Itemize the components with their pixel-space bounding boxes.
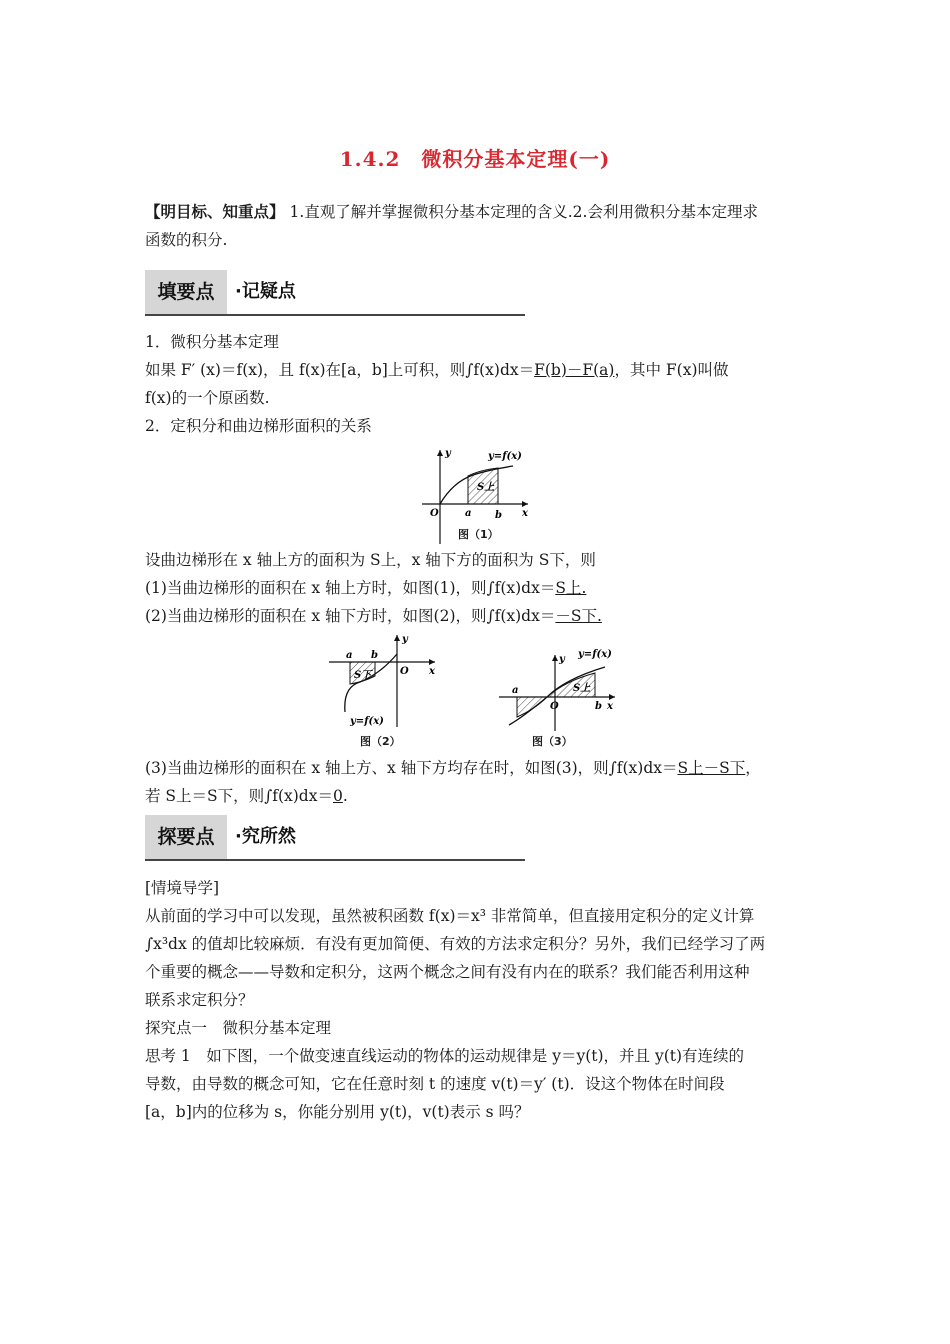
x-label: x <box>429 666 435 677</box>
answer-fill: S上. <box>555 579 587 597</box>
goals-tag: 【明目标、知重点】 <box>145 202 285 221</box>
item2-case2 <box>145 602 810 630</box>
answer-fill: F(b)－F(a) <box>534 361 615 379</box>
a-label: a <box>465 508 472 519</box>
section-header-fill <box>145 270 525 316</box>
origin-label: O <box>550 701 559 712</box>
y-label: y <box>445 448 451 459</box>
b-label: b <box>595 701 602 712</box>
intro-line: 联系求定积分？ <box>145 991 254 1009</box>
item1-text-post: ，其中 F(x)叫做 <box>614 361 729 379</box>
section-header-explore <box>145 815 525 861</box>
figure-3 <box>495 645 620 750</box>
figure-2-caption: 图（2） <box>360 735 401 748</box>
section-box: 填要点 <box>145 270 227 314</box>
answer-fill: －S下. <box>555 607 602 625</box>
intro-line: ∫x³dx 的值却比较麻烦．有没有更加简便、有效的方法求定积分？另外，我们已经学习了两 <box>145 935 766 953</box>
item1-block <box>145 328 810 440</box>
intro-line: 个重要的概念——导数和定积分，这两个概念之间有没有内在的联系？我们能否利用这种 <box>145 963 750 981</box>
a-label: a <box>346 650 353 661</box>
case2-text: (2)当曲边梯形的面积在 x 轴下方时，如图(2)，则∫f(x)dx＝ <box>145 607 556 625</box>
think-line: [a，b]内的位移为 s，你能分别用 y(t)，v(t)表示 s 吗？ <box>145 1103 530 1121</box>
figure-2-graph <box>325 632 440 732</box>
item2-desc: 设曲边梯形在 x 轴上方的面积为 S上，x 轴下方的面积为 S下，则 <box>145 551 596 569</box>
item2-case3 <box>145 754 810 782</box>
answer-fill: S上－S下 <box>677 759 746 777</box>
intro-line: 从前面的学习中可以发现，虽然被积函数 f(x)＝x³ 非常简单，但直接用定积分的定义计算 <box>145 907 755 925</box>
explore-point-heading: 探究点一 微积分基本定理 <box>145 1019 332 1037</box>
case3-post: ， <box>745 759 761 777</box>
a-label: a <box>512 685 519 696</box>
curve-label: y=f(x) <box>578 649 612 660</box>
x-label: x <box>522 508 528 519</box>
area-label: S下 <box>354 670 372 681</box>
figure-1 <box>418 446 533 546</box>
case3-text: (3)当曲边梯形的面积在 x 轴上方、x 轴下方均存在时，如图(3)，则∫f(x)dx＝ <box>145 759 678 777</box>
think-line: 思考 1 如下图，一个做变速直线运动的物体的运动规律是 y＝y(t)，并且 y(t)有连续的 <box>145 1047 745 1065</box>
section-label: ·究所然 <box>235 826 296 847</box>
item1-heading: 1．微积分基本定理 <box>145 333 279 351</box>
origin-label: O <box>430 508 439 519</box>
figure-3-graph <box>495 645 620 733</box>
learning-goals <box>145 198 810 254</box>
item2-case1 <box>145 574 810 602</box>
case4-post: . <box>342 787 348 805</box>
item1-line1 <box>145 356 810 384</box>
section-label: ·记疑点 <box>235 281 296 302</box>
think-line: 导数，由导数的概念可知，它在任意时刻 t 的速度 v(t)＝y′ (t)．设这个物体在时间段 <box>145 1075 725 1093</box>
item2-block-cont <box>145 754 810 810</box>
explore-block <box>145 874 810 1126</box>
origin-label: O <box>400 666 409 677</box>
intro-tag: [情境导学] <box>145 879 220 897</box>
b-label: b <box>371 650 378 661</box>
y-label: y <box>402 634 408 645</box>
b-label: b <box>495 510 502 521</box>
answer-fill: 0 <box>332 787 343 805</box>
item2-case4 <box>145 782 810 810</box>
goals-line1: 1.直观了解并掌握微积分基本定理的含义.2.会利用微积分基本定理求 <box>289 203 758 221</box>
item1-text: 如果 F′ (x)＝f(x)，且 f(x)在[a，b]上可积，则∫f(x)dx＝ <box>145 361 535 379</box>
item2-heading: 2．定积分和曲边梯形面积的关系 <box>145 417 372 435</box>
goals-line2: 函数的积分. <box>145 231 228 249</box>
case1-text: (1)当曲边梯形的面积在 x 轴上方时，如图(1)，则∫f(x)dx＝ <box>145 579 556 597</box>
x-label: x <box>607 701 613 712</box>
case4-text: 若 S上＝S下，则∫f(x)dx＝ <box>145 787 333 805</box>
section-box: 探要点 <box>145 815 227 859</box>
figure-3-caption: 图（3） <box>532 735 573 748</box>
y-label: y <box>559 654 565 665</box>
figure-1-caption: 图（1） <box>458 528 499 541</box>
page-title: 1.4.2 微积分基本定理(一) <box>339 147 611 171</box>
figure-2 <box>325 632 440 750</box>
item2-block <box>145 546 810 630</box>
area-label: S上 <box>477 482 495 493</box>
curve-label: y=f(x) <box>350 716 384 727</box>
curve-label: y=f(x) <box>488 451 522 462</box>
area-label: S上 <box>573 683 591 694</box>
item1-line2: f(x)的一个原函数. <box>145 389 270 407</box>
